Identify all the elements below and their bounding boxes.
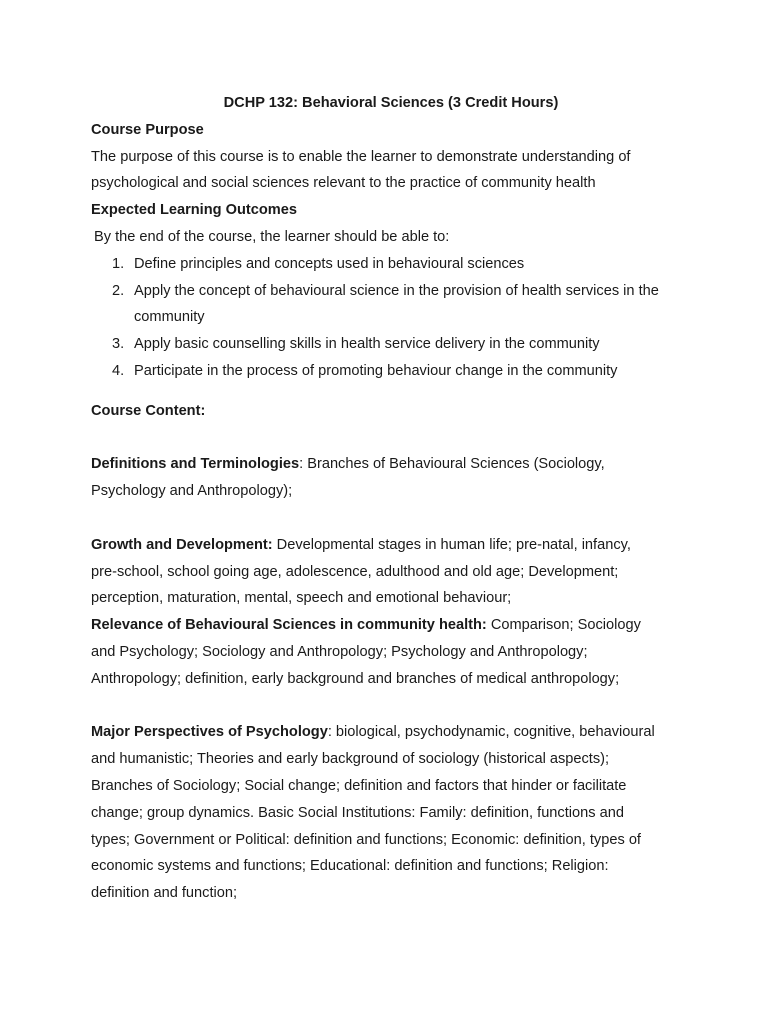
definitions-label: Definitions and Terminologies xyxy=(91,456,300,473)
growth-label: Growth and Development: xyxy=(91,536,273,553)
outcome-item-1 xyxy=(91,251,691,278)
perspectives-line-6: economic systems and functions; Educational: definition and functions; Religion: xyxy=(91,858,609,875)
course-purpose-line-1: The purpose of this course is to enable the learner to demonstrate understanding of xyxy=(91,148,631,165)
definitions-text: : Branches of Behavioural Sciences (Sociology, xyxy=(299,456,605,473)
perspectives-label: Major Perspectives of Psychology xyxy=(91,724,328,741)
document-page xyxy=(91,90,691,907)
perspectives-text: : biological, psychodynamic, cognitive, behavioural xyxy=(327,724,655,741)
definitions-line-2: Psychology and Anthropology); xyxy=(91,483,293,500)
definitions-line-1 xyxy=(91,451,691,478)
outcomes-intro: By the end of the course, the learner should be able to: xyxy=(94,228,450,245)
course-content-heading: Course Content: xyxy=(91,402,206,419)
outcome-number: 2. xyxy=(112,282,125,299)
outcome-number: 1. xyxy=(112,255,125,272)
growth-line-1 xyxy=(91,532,691,559)
outcome-text: Apply basic counselling skills in health service delivery in the community xyxy=(134,336,600,353)
spacer xyxy=(91,385,691,398)
outcome-item-2 xyxy=(91,278,691,305)
perspectives-line-2: and humanistic; Theories and early background of sociology (historical aspects); xyxy=(91,751,610,768)
outcome-text: Define principles and concepts used in behavioural sciences xyxy=(134,255,525,272)
course-purpose-line-2: psychological and social sciences relevant to the practice of community health xyxy=(91,175,596,192)
perspectives-line-4: change; group dynamics. Basic Social Institutions: Family: definition, functions and xyxy=(91,804,624,821)
relevance-label: Relevance of Behavioural Sciences in community health: xyxy=(91,617,487,634)
spacer xyxy=(91,505,691,532)
outcome-number: 3. xyxy=(112,336,125,353)
perspectives-line-1 xyxy=(91,719,691,746)
spacer xyxy=(91,693,691,720)
document-title: DCHP 132: Behavioral Sciences (3 Credit Hours) xyxy=(223,95,559,111)
outcome-text: Participate in the process of promoting behaviour change in the community xyxy=(134,362,618,379)
relevance-line-3: Anthropology; definition, early background and branches of medical anthropology; xyxy=(91,670,620,687)
outcome-text-continued: community xyxy=(134,309,205,326)
spacer xyxy=(91,425,691,452)
outcome-text: Apply the concept of behavioural science in the provision of health services in the xyxy=(134,282,659,299)
relevance-line-1 xyxy=(91,612,691,639)
outcome-number: 4. xyxy=(112,362,125,379)
relevance-line-2: and Psychology; Sociology and Anthropology; Psychology and Anthropology; xyxy=(91,643,588,660)
perspectives-line-5: types; Government or Political: definition and functions; Economic: definition, types of xyxy=(91,831,641,848)
perspectives-line-3: Branches of Sociology; Social change; definition and factors that hinder or facilitate xyxy=(91,777,627,794)
outcomes-list xyxy=(91,251,691,385)
relevance-text: Comparison; Sociology xyxy=(486,617,641,634)
course-purpose-heading: Course Purpose xyxy=(91,121,204,138)
growth-line-3: perception, maturation, mental, speech and emotional behaviour; xyxy=(91,590,512,607)
perspectives-line-7: definition and function; xyxy=(91,885,238,902)
outcome-item-3 xyxy=(91,331,691,358)
growth-line-2: pre-school, school going age, adolescence, adulthood and old age; Development; xyxy=(91,563,619,580)
outcomes-heading: Expected Learning Outcomes xyxy=(91,202,297,219)
outcome-item-4 xyxy=(91,358,691,385)
growth-text: Developmental stages in human life; pre-natal, infancy, xyxy=(272,536,631,553)
